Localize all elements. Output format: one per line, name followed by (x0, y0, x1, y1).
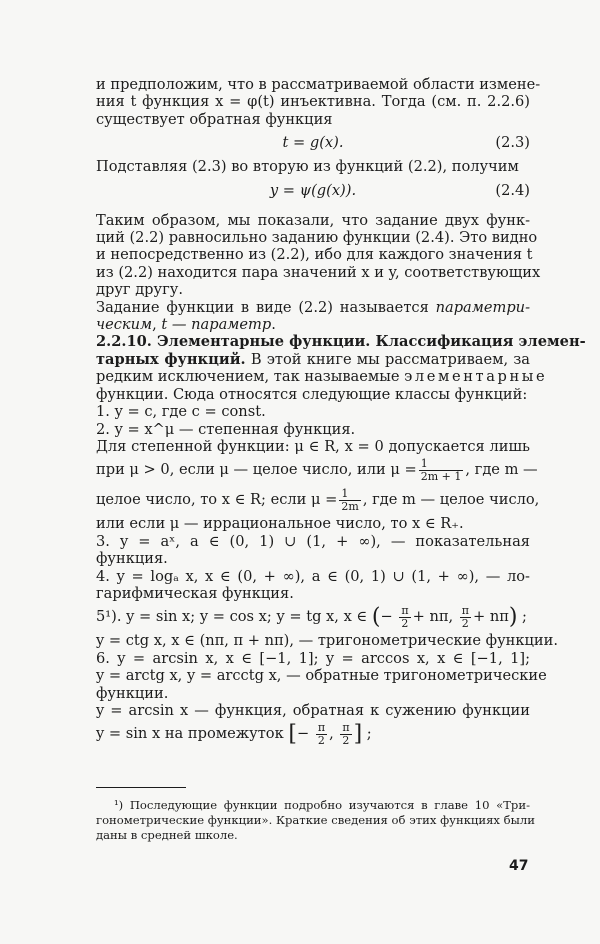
fraction: $\frac{1}{2m}$ (341, 486, 359, 513)
equation-formula: y = ψ(g(x)). (269, 181, 357, 199)
equation-number: (2.4) (495, 181, 530, 199)
paragraph-line: или если μ — иррациональное число, то x ∈ R₊. (96, 515, 464, 533)
paragraph-line: и предположим, что в рассматриваемой области измене- (96, 76, 541, 93)
paragraph-line: Подставляя (2.3) во вторую из функций (2.2), получим (96, 158, 519, 176)
list-item: 3. y = aˣ, a ∈ (0, 1) ∪ (1, + ∞), — показательная (96, 532, 530, 550)
spaced-term: элементарные (404, 368, 548, 386)
paragraph-line: редким исключением, так называемые элементарные (96, 368, 548, 386)
list-item-cont: гарифмическая функция. (96, 584, 294, 602)
term-parameter: t — параметр (161, 316, 272, 334)
footnote-line: ¹) Последующие функции подробно изучаются в главе 10 «Три- (114, 798, 530, 812)
paragraph-line: из (2.2) находится пара значений x и y, соответствующих (96, 263, 541, 281)
fraction: $\frac{1}{2m + 1}$ (420, 456, 462, 483)
paragraph-line: y = arcsin x — функция, обратная к сужению функции (96, 701, 530, 719)
list-item: 2. y = x^μ — степенная функция. (96, 420, 356, 438)
section-heading: 2.2.10. Элементарные функции. Классификация элемен- (96, 333, 586, 351)
equation-formula: t = g(x). (282, 134, 344, 152)
paragraph-line: ций (2.2) равносильно заданию функции (2.4). Это видно (96, 229, 538, 247)
footnote-line: даны в средней школе. (96, 828, 238, 842)
list-item-cont: функции. (96, 684, 169, 702)
paragraph-line: ния t функция x = φ(t) инъективна. Тогда (см. п. 2.2.6) (96, 93, 530, 111)
paragraph-line: и непосредственно из (2.2), ибо для каждого значения t (96, 246, 533, 264)
list-item: 6. y = arcsin x, x ∈ [−1, 1]; y = arccos x, x ∈ [−1, 1]; (96, 649, 530, 667)
list-item-cont: функция. (96, 550, 168, 568)
paragraph-line: функции. Сюда относятся следующие классы функций: (96, 385, 528, 403)
paragraph-line: Таким образом, мы показали, что задание двух функ- (96, 211, 530, 229)
term-parametric: параметри- (435, 298, 530, 316)
equation-number: (2.3) (495, 134, 530, 152)
page-number: 47 (509, 858, 529, 874)
paragraph-line: Для степенной функции: μ ∈ R, x = 0 допускается лишь (96, 437, 530, 455)
paragraph-line: y = sin x на промежуток [− $\frac{\pi}{2}$ , $\frac{\pi}{2}$ ] ; (96, 720, 372, 747)
paragraph-line: существует обратная функция (96, 110, 333, 128)
list-item-cont: y = arctg x, y = arcctg x, — обратные тригонометрические (96, 667, 547, 685)
paragraph-line: друг другу. (96, 281, 183, 299)
footnote-line: гонометрические функции». Краткие сведения об этих функциях были (96, 813, 535, 827)
footnote (96, 798, 535, 843)
list-item: 1. y = c, где c = const. (96, 403, 266, 421)
list-item: 4. y = logₐ x, x ∈ (0, + ∞), a ∈ (0, 1) ∪ (1, + ∞), — ло- (96, 567, 530, 585)
section-heading-cont: тарных функций. В этой книге мы рассматриваем, за (96, 350, 530, 368)
list-item: 5¹). y = sin x; y = cos x; y = tg x, x ∈ (− $\frac{\pi}{2}$ + nπ, $\frac{\pi}{2}$ + nπ) ; (96, 603, 527, 630)
paragraph-line: ческим, t — параметр. (96, 316, 276, 334)
paragraph-line: Задание функции в виде (2.2) называется параметри- (96, 298, 530, 316)
footnote-divider (96, 787, 186, 788)
paragraph-line: при μ > 0, если μ — целое число, или μ = $\frac{1}{2m + 1}$ , где m — (96, 456, 538, 483)
equation-2-3 (96, 128, 530, 158)
list-item-cont: y = ctg x, x ∈ (nπ, π + nπ), — тригонометрические функции. (96, 632, 558, 650)
page-body (96, 76, 586, 749)
equation-2-4 (96, 176, 530, 206)
paragraph-line: целое число, то x ∈ R; если μ = $\frac{1}{2m}$ , где m — целое число, (96, 486, 540, 513)
